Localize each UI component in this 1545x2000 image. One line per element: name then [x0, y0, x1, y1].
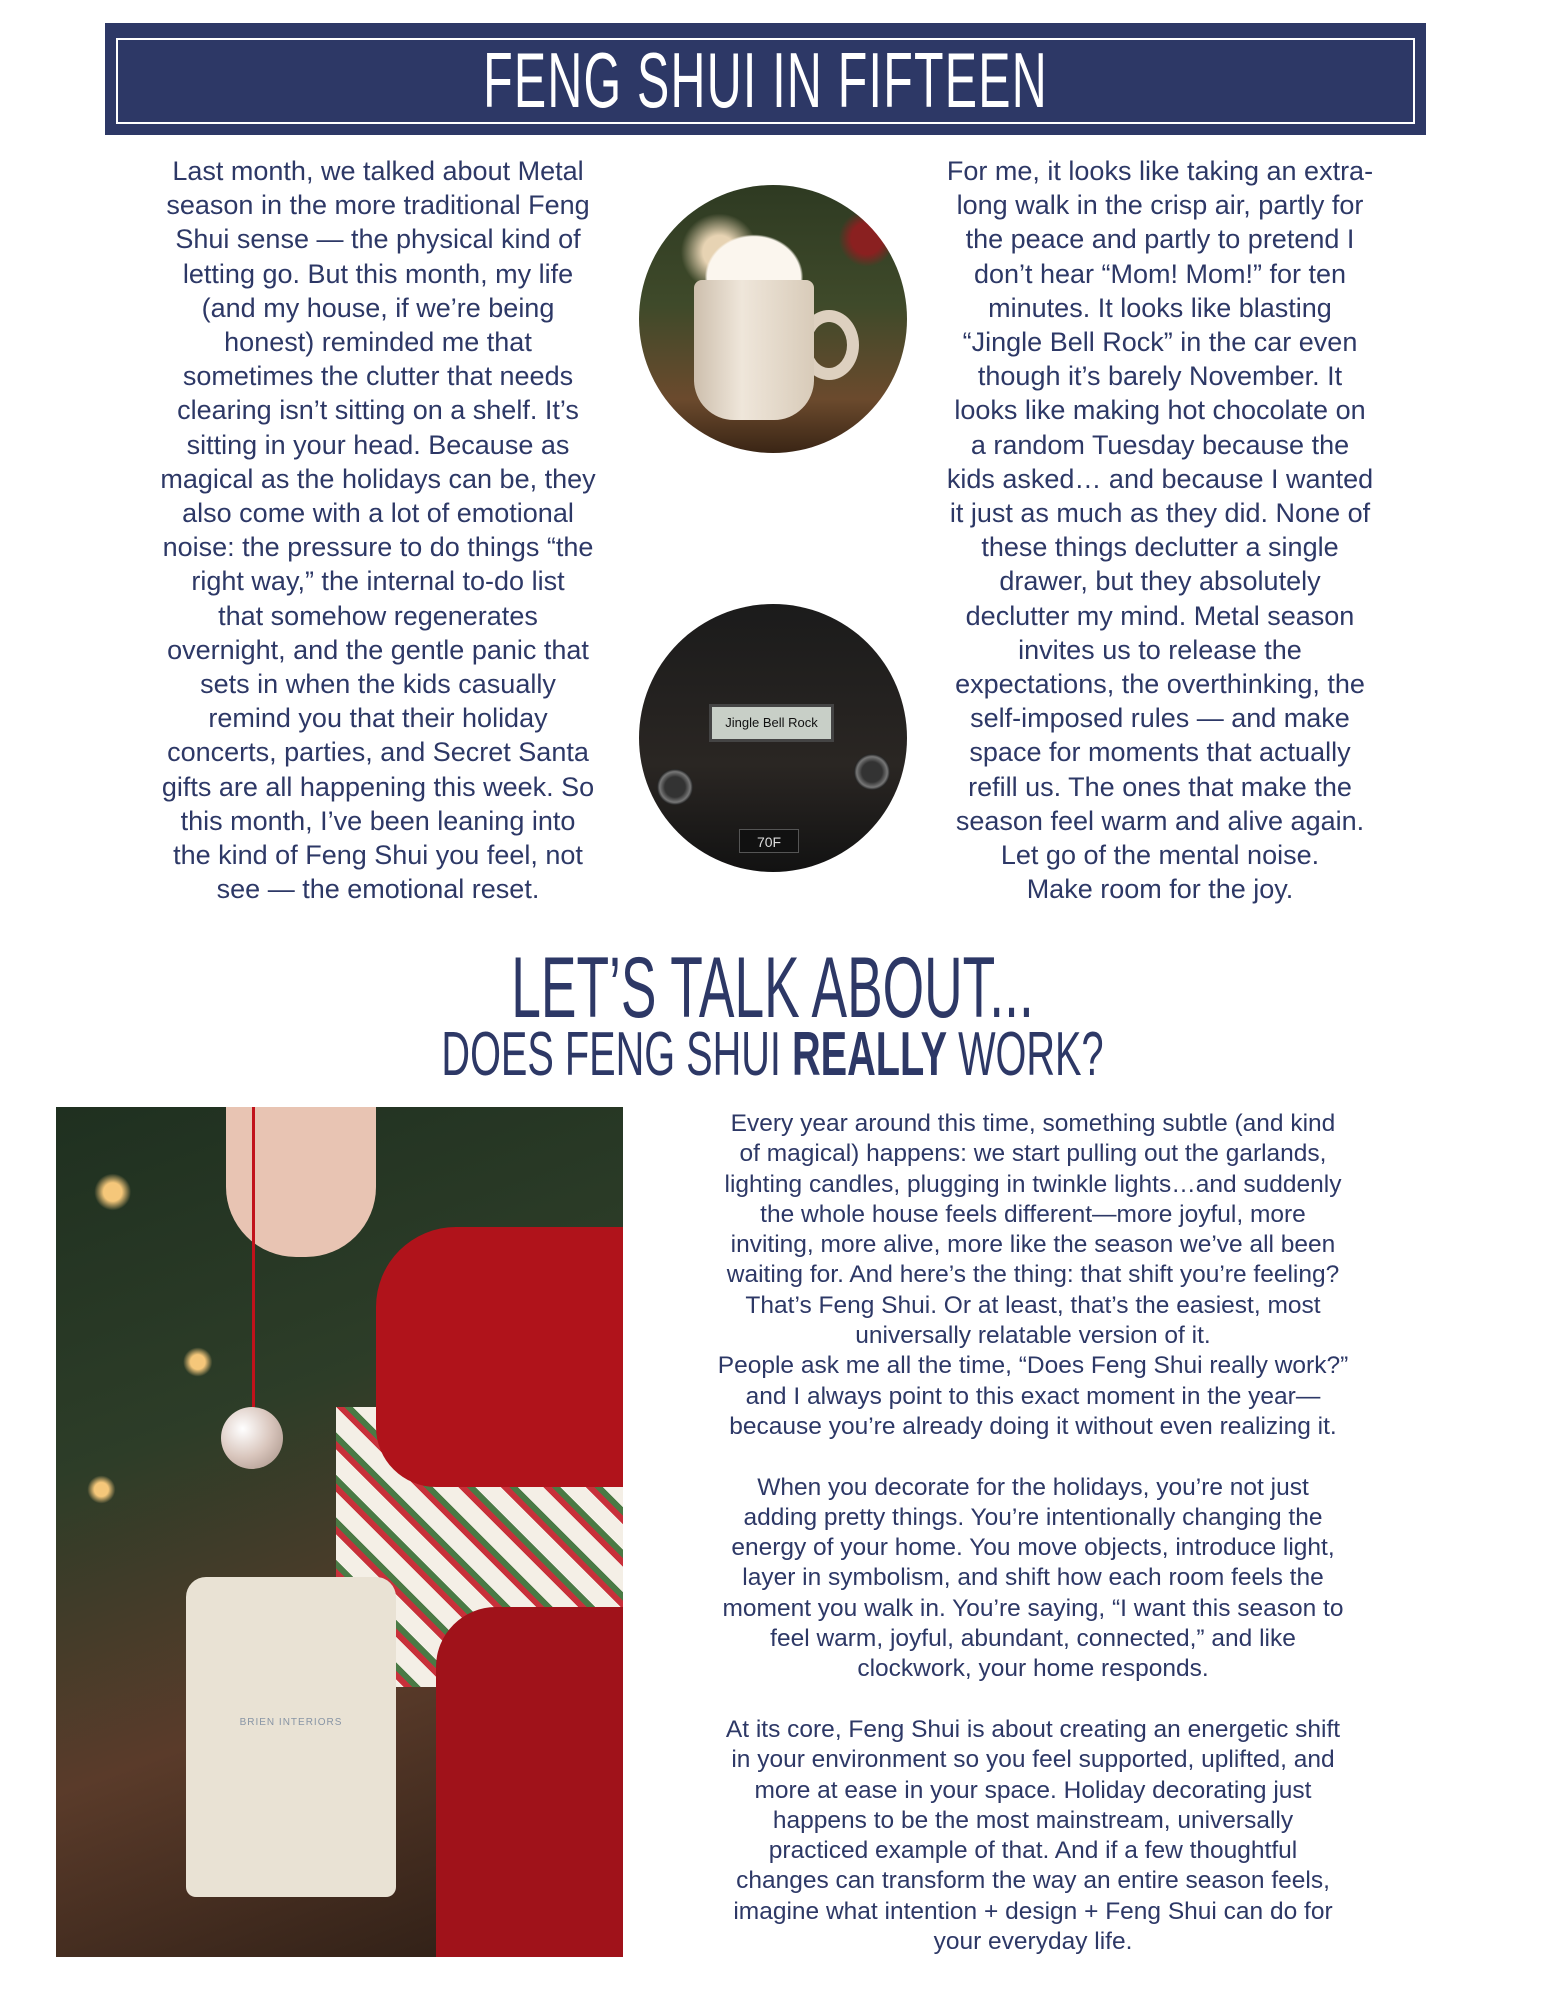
- article-body: [633, 1109, 1433, 1957]
- text-line: it just as much as they did. None of: [949, 498, 1371, 529]
- holiday-crystal-photo: [56, 1107, 623, 1957]
- mug: [694, 280, 814, 420]
- text-line: clockwork, your home responds.: [857, 1655, 1209, 1683]
- red-sweater-sleeve: [376, 1227, 623, 1487]
- text-line: lighting candles, plugging in twinkle lights…and suddenly: [724, 1170, 1342, 1198]
- text-line: season in the more traditional Feng: [166, 190, 590, 221]
- page-title: FENG SHUI IN FIFTEEN: [483, 36, 1048, 124]
- text-line: because you’re already doing it without even realizing it.: [729, 1412, 1337, 1440]
- text-line: At its core, Feng Shui is about creating an energetic shift: [725, 1715, 1341, 1743]
- text-line: invites us to release the: [1018, 634, 1302, 665]
- text-line: kids asked… and because I wanted: [946, 463, 1374, 494]
- text-line: When you decorate for the holidays, you’re not just: [757, 1473, 1309, 1501]
- hand: [226, 1107, 376, 1257]
- car-radio-photo: [639, 604, 907, 872]
- text-line: Let go of the mental noise.: [1000, 840, 1320, 871]
- text-line: universally relatable version of it.: [855, 1322, 1211, 1350]
- text-line: letting go. But this month, my life: [182, 258, 574, 289]
- volume-knob: [657, 769, 693, 805]
- text-line: [633, 1685, 1433, 1715]
- text-line: adding pretty things. You’re intentionally changing the: [743, 1503, 1323, 1531]
- text-line: moment you walk in. You’re saying, “I want this season to: [722, 1594, 1344, 1622]
- text-line: the whole house feels different—more joyful, more: [760, 1200, 1306, 1228]
- text-line: season feel warm and alive again.: [955, 805, 1365, 836]
- text-line: sitting in your head. Because as: [186, 429, 570, 460]
- text-line: waiting for. And here’s the thing: that shift you’re feeling?: [726, 1261, 1340, 1289]
- text-line: For me, it looks like taking an extra-: [946, 156, 1374, 186]
- text-line: expectations, the overthinking, the: [955, 669, 1365, 700]
- text-line: this month, I’ve been leaning into: [180, 805, 576, 836]
- text-line: drawer, but they absolutely: [999, 566, 1321, 597]
- text-line: more at ease in your space. Holiday decorating just: [754, 1776, 1312, 1804]
- text-line: sometimes the clutter that needs: [182, 361, 574, 392]
- text-line: That’s Feng Shui. Or at least, that’s the easiest, most: [745, 1291, 1321, 1319]
- red-sweater-sleeve: [436, 1607, 623, 1957]
- text-line: imagine what intention + design + Feng Shui can do for: [733, 1897, 1333, 1925]
- section-subheading: [278, 1020, 1267, 1089]
- text-line: refill us. The ones that make the: [968, 771, 1352, 802]
- left-column-text: [105, 154, 651, 906]
- text-line: concerts, parties, and Secret Santa: [167, 737, 589, 768]
- text-line: clearing isn’t sitting on a shelf. It’s: [177, 395, 579, 426]
- temperature-display: 70F: [739, 829, 799, 853]
- text-line: long walk in the crisp air, partly for: [956, 190, 1364, 221]
- text-line: People ask me all the time, “Does Feng Shui really work?”: [717, 1352, 1349, 1380]
- red-string: [252, 1107, 255, 1407]
- text-line: self-imposed rules — and make: [970, 703, 1350, 734]
- text-line: inviting, more alive, more like the season we’ve all been: [730, 1231, 1336, 1259]
- text-line: the kind of Feng Shui you feel, not: [173, 840, 583, 871]
- text-line: declutter my mind. Metal season: [965, 600, 1355, 631]
- bag-logo: BRIEN INTERIORS: [239, 1717, 343, 1728]
- text-line: your everyday life.: [933, 1928, 1133, 1956]
- text-line: of magical) happens: we start pulling out the garlands,: [739, 1140, 1327, 1168]
- text-line: these things declutter a single: [981, 532, 1339, 563]
- subheading-part: WORK?: [947, 1020, 1104, 1089]
- text-line: practiced example of that. And if a few thoughtful: [768, 1837, 1298, 1865]
- linen-bag: [186, 1577, 396, 1897]
- text-line: that somehow regenerates: [218, 600, 538, 631]
- crystal-ornament: [221, 1407, 283, 1469]
- text-line: overnight, and the gentle panic that: [167, 634, 589, 665]
- text-line: “Jingle Bell Rock” in the car even: [962, 327, 1358, 358]
- hot-chocolate-photo: [639, 185, 907, 453]
- title-banner: [105, 23, 1426, 135]
- subheading-emphasis: REALLY: [791, 1020, 948, 1089]
- text-line: honest) reminded me that: [224, 327, 532, 358]
- subheading-part: DOES FENG SHUI: [441, 1020, 792, 1089]
- text-line: feel warm, joyful, abundant, connected,” and like: [770, 1625, 1296, 1653]
- text-line: layer in symbolism, and shift how each room feels the: [742, 1564, 1324, 1592]
- text-line: [633, 1442, 1433, 1472]
- text-line: in your environment so you feel supported, uplifted, and: [731, 1746, 1335, 1774]
- text-line: Shui sense — the physical kind of: [175, 224, 581, 255]
- text-line: sets in when the kids casually: [200, 669, 556, 700]
- text-line: don’t hear “Mom! Mom!” for ten: [973, 258, 1347, 289]
- text-line: also come with a lot of emotional: [182, 498, 574, 529]
- text-line: gifts are all happening this week. So: [161, 771, 595, 802]
- radio-screen: Jingle Bell Rock: [709, 704, 834, 742]
- text-line: Every year around this time, something subtle (and kind: [730, 1110, 1336, 1137]
- text-line: Make room for the joy.: [1026, 874, 1294, 905]
- text-line: though it’s barely November. It: [977, 361, 1343, 392]
- text-line: Last month, we talked about Metal: [172, 156, 584, 186]
- text-line: minutes. It looks like blasting: [988, 292, 1332, 323]
- text-line: a random Tuesday because the: [970, 429, 1350, 460]
- text-line: the peace and partly to pretend I: [965, 224, 1355, 255]
- text-line: (and my house, if we’re being: [201, 292, 555, 323]
- tune-knob: [854, 754, 890, 790]
- text-line: magical as the holidays can be, they: [160, 463, 596, 494]
- text-line: and I always point to this exact moment in the year—: [745, 1382, 1321, 1410]
- text-line: looks like making hot chocolate on: [954, 395, 1366, 426]
- text-line: right way,” the internal to-do list: [191, 566, 565, 597]
- text-line: see — the emotional reset.: [216, 874, 540, 905]
- text-line: energy of your home. You move objects, introduce light,: [731, 1534, 1335, 1562]
- section-heading: LET’S TALK ABOUT...: [511, 940, 1034, 1036]
- text-line: changes can transform the way an entire season feels,: [736, 1867, 1330, 1895]
- text-line: remind you that their holiday: [208, 703, 548, 734]
- text-line: space for moments that actually: [969, 737, 1351, 768]
- text-line: happens to be the most mainstream, universally: [772, 1806, 1294, 1834]
- right-column-text: [894, 154, 1426, 906]
- text-line: noise: the pressure to do things “the: [162, 532, 594, 563]
